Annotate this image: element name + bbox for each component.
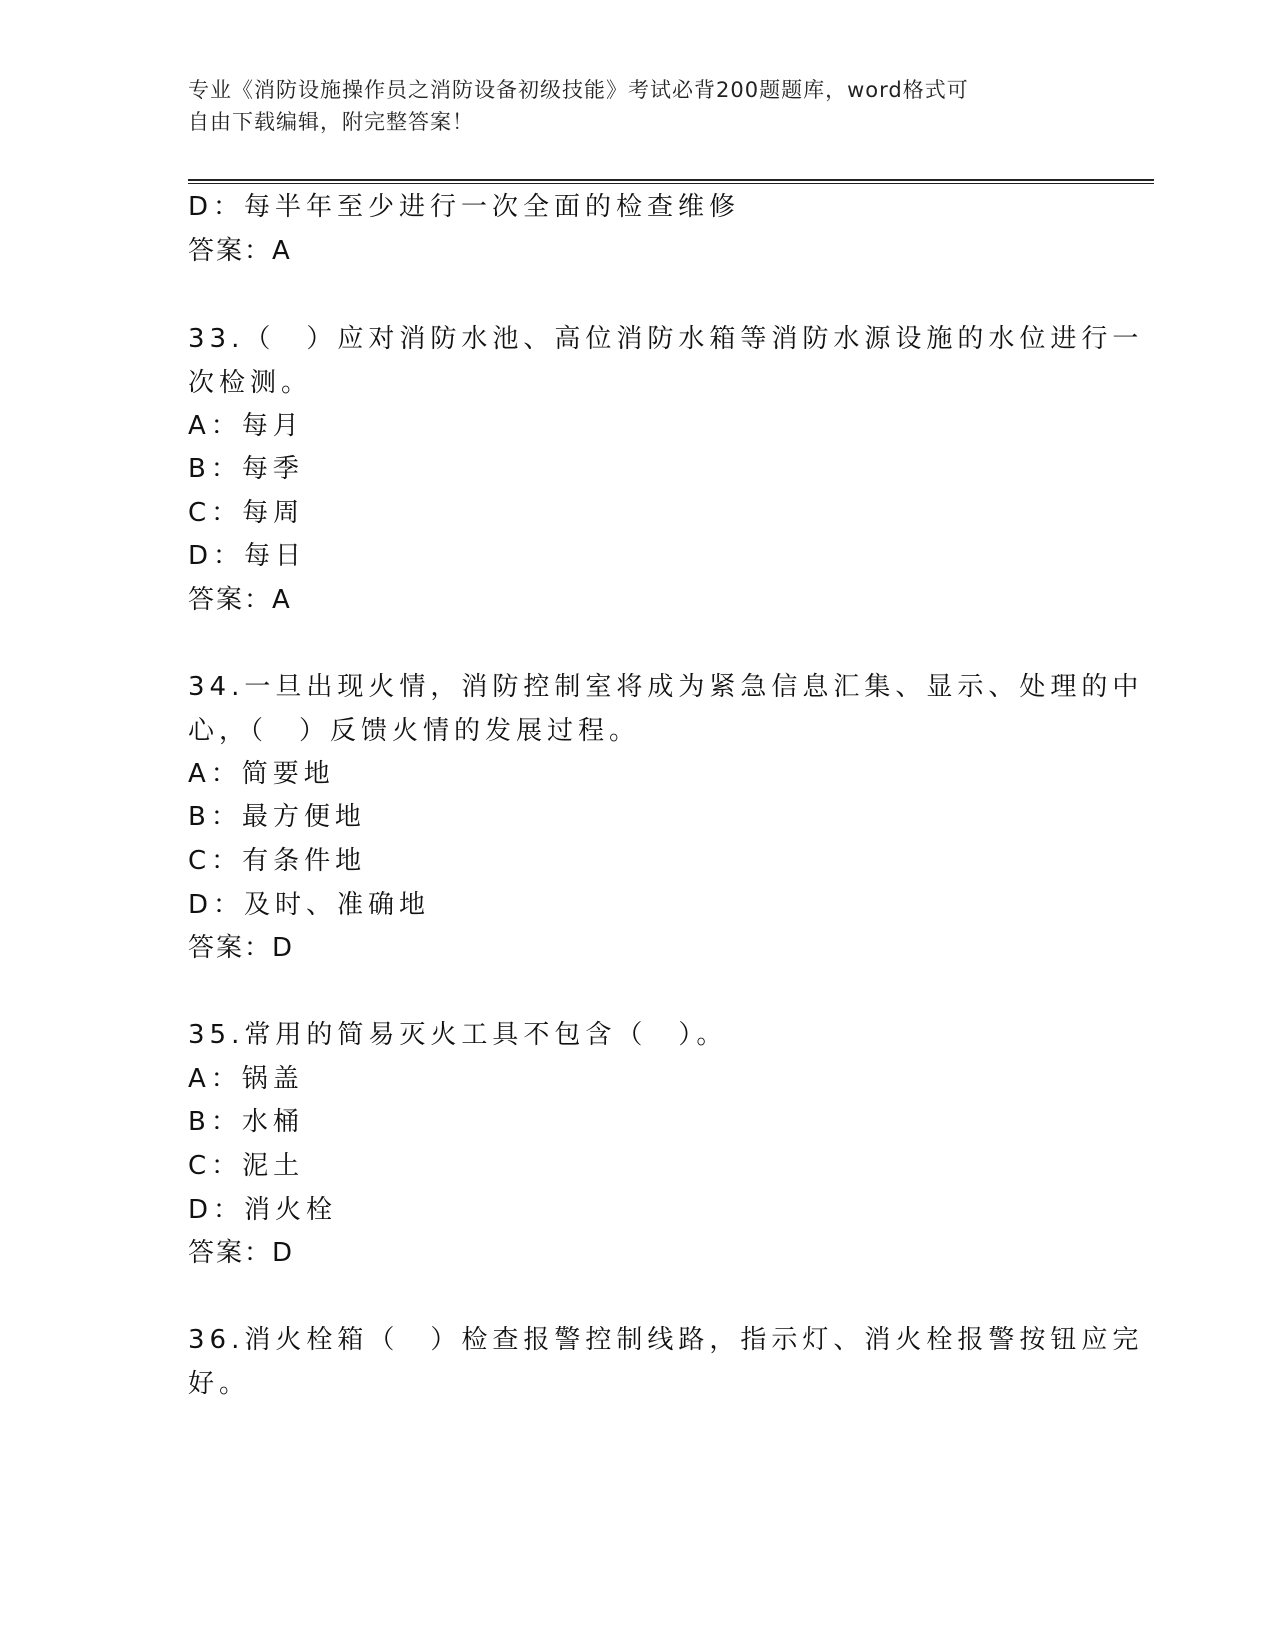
question-33-option-c: C：每周: [188, 498, 305, 528]
question-34-option-d: D：及时、准确地: [188, 890, 431, 920]
question-36-text-line-2: 好。: [188, 1369, 251, 1399]
question-34-option-b: B：最方便地: [188, 802, 366, 832]
question-35-text-line-1: 35.常用的简易灭火工具不包含（ ）。: [188, 1020, 728, 1050]
question-35-option-c: C：泥土: [188, 1151, 305, 1181]
question-33-option-b: B：每季: [188, 454, 304, 484]
document-header: [188, 74, 1088, 138]
header-rule-thin: [188, 183, 1154, 184]
question-33-text-line-2: 次检测。: [188, 368, 313, 398]
question-33-answer: 答案：A: [188, 585, 292, 615]
header-rule-thick: [188, 179, 1154, 181]
question-34-option-a: A：简要地: [188, 759, 335, 789]
question-34-answer: 答案：D: [188, 933, 295, 963]
header-line-1: 专业《消防设施操作员之消防设备初级技能》考试必背200题题库，word格式可: [188, 78, 969, 102]
question-35-option-b: B：水桶: [188, 1107, 304, 1137]
question-35-answer: 答案：D: [188, 1238, 295, 1268]
question-34-text-line-1: 34.一旦出现火情，消防控制室将成为紧急信息汇集、显示、处理的中: [188, 672, 1144, 702]
question-34-option-c: C：有条件地: [188, 846, 367, 876]
question-35-option-a: A：锅盖: [188, 1064, 304, 1094]
prev-option-d: D：每半年至少进行一次全面的检查维修: [188, 192, 741, 222]
question-33-option-a: A：每月: [188, 411, 304, 441]
question-33-text-line-1: 33.（ ）应对消防水池、高位消防水箱等消防水源设施的水位进行一: [188, 324, 1144, 354]
prev-answer: 答案：A: [188, 236, 292, 266]
header-line-2: 自由下载编辑，附完整答案！: [188, 110, 474, 134]
question-34-text-line-2: 心，（ ）反馈火情的发展过程。: [188, 716, 641, 746]
question-35-option-d: D：消火栓: [188, 1195, 338, 1225]
question-36-text-line-1: 36.消火栓箱（ ）检查报警控制线路，指示灯、消火栓报警按钮应完: [188, 1325, 1144, 1355]
question-33-option-d: D：每日: [188, 541, 307, 571]
